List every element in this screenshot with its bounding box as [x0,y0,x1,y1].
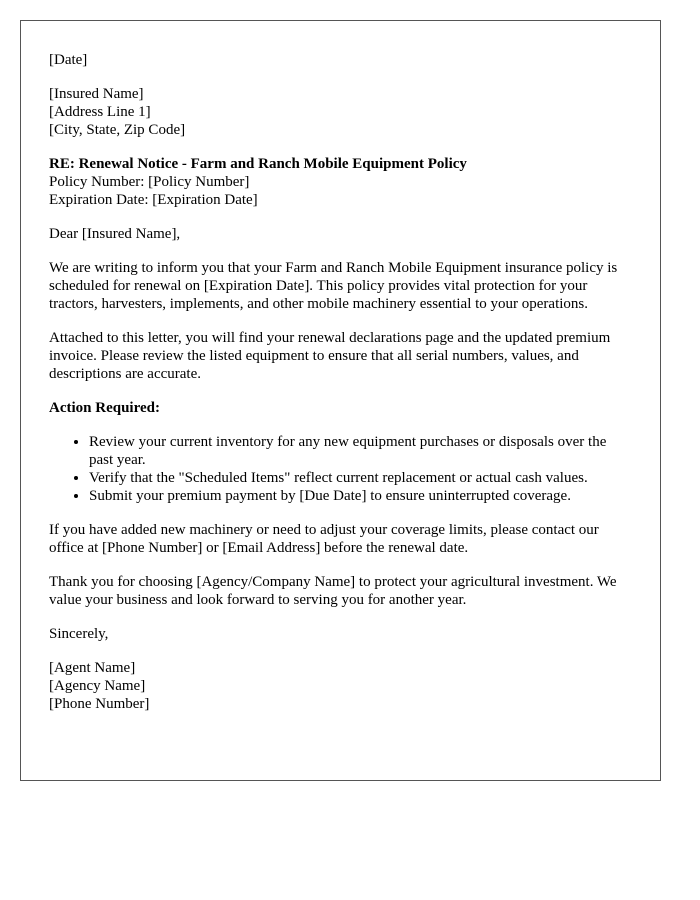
closing: Sincerely, [49,626,109,642]
body-paragraph-renewal: We are writing to inform you that your Farm and Ranch Mobile Equipment insurance policy is scheduled for renewal on [Expiration Date]. This policy provides vital protection for your tractors, harvesters, implements, and other mobile machinery essential to your operations. [49,260,618,312]
action-item-review-inventory: • Review your current inventory for any new equipment purchases or disposals over the past year. [89,433,632,469]
recipient-city-state-zip: [City, State, Zip Code] [49,122,186,138]
subject-re-line: RE: Renewal Notice - Farm and Ranch Mobile Equipment Policy [49,156,467,172]
action-required-heading: Action Required: [49,400,160,416]
letter-date-block [49,51,632,69]
recipient-address-line-1: [Address Line 1] [49,104,151,120]
recipient-address-block [49,85,632,139]
signature-phone-number: [Phone Number] [49,696,150,712]
subject-block [49,155,632,209]
action-item-submit-payment: • Submit your premium payment by [Due Date] to ensure uninterrupted coverage. [89,487,632,505]
signature-agency-name: [Agency Name] [49,678,146,694]
body-paragraph-thank-you: Thank you for choosing [Agency/Company Name] to protect your agricultural investment. We value your business and look forward to serving you for another year. [49,574,617,608]
policy-number-line: Policy Number: [Policy Number] [49,174,250,190]
salutation: Dear [Insured Name], [49,226,181,242]
body-paragraph-contact: If you have added new machinery or need to adjust your coverage limits, please contact our office at [Phone Number] or [Email Address] before the renewal date. [49,522,599,556]
expiration-date-line: Expiration Date: [Expiration Date] [49,192,258,208]
action-item-verify-scheduled-items: • Verify that the "Scheduled Items" reflect current replacement or actual cash values. [89,469,632,487]
action-items-list [49,433,632,505]
letter-document [20,20,661,781]
body-paragraph-attachments: Attached to this letter, you will find your renewal declarations page and the updated premium invoice. Please review the listed equipment to ensure that all serial numbers, values, and descriptions are accurate. [49,330,611,382]
signature-agent-name: [Agent Name] [49,660,136,676]
signature-block [49,659,632,713]
letter-date: [Date] [49,52,88,68]
recipient-name: [Insured Name] [49,86,144,102]
